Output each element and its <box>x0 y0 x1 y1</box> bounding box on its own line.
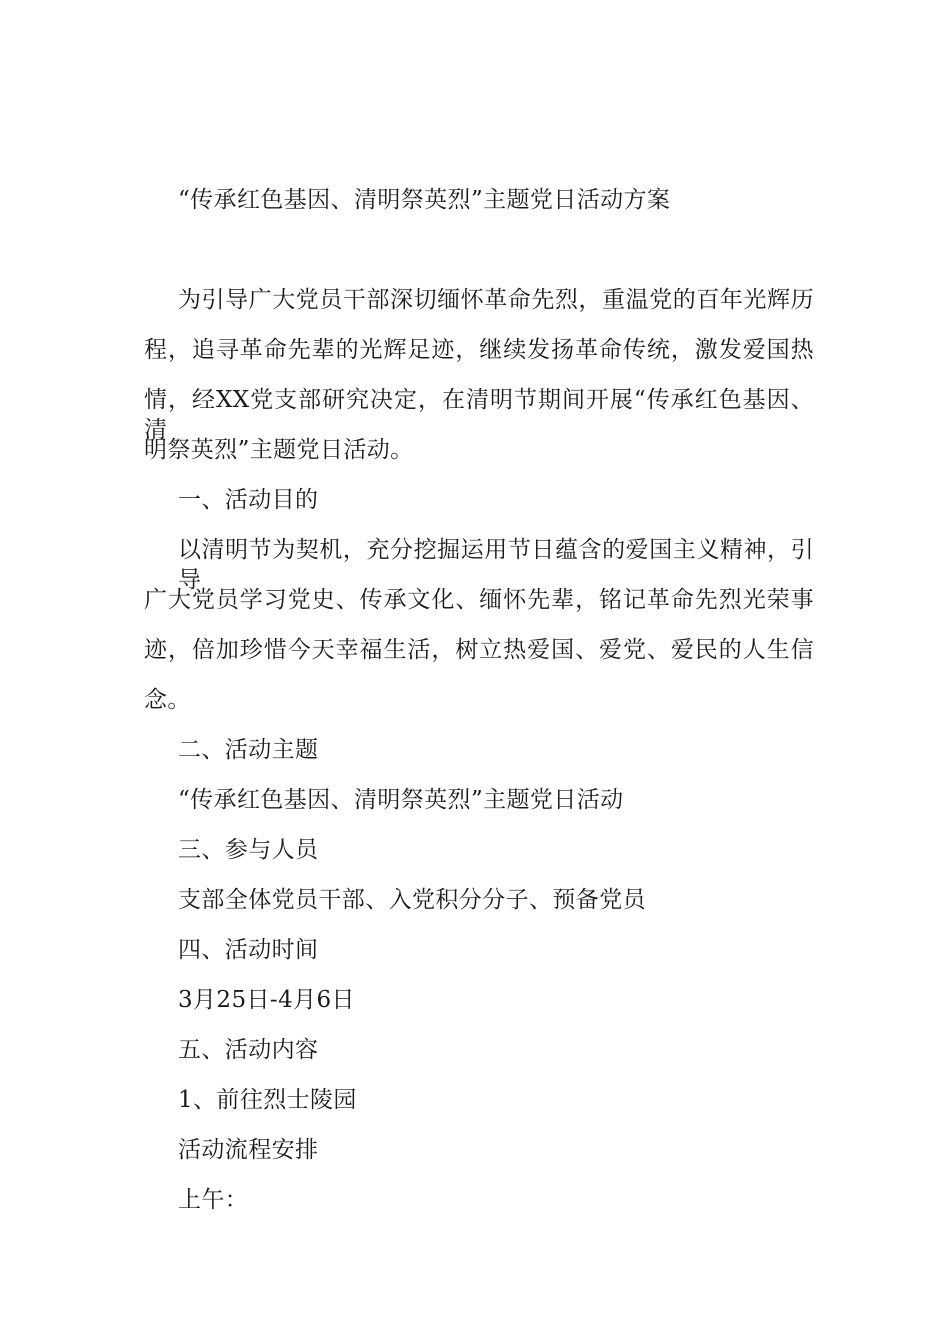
content-item-1: 1、前往烈士陵园 <box>178 1087 357 1113</box>
content-item-1-time: 上午： <box>178 1187 249 1213</box>
purpose-line-3: 迹，倍加珍惜今天幸福生活，树立热爱国、爱党、爱民的人生信 <box>144 637 814 663</box>
intro-line-1: 为引导广大党员干部深切缅怀革命先烈，重温党的百年光辉历 <box>178 287 814 313</box>
purpose-line-2: 广大党员学习党史、传承文化、缅怀先辈，铭记革命先烈光荣事 <box>144 587 814 613</box>
section-heading-participants: 三、参与人员 <box>178 837 319 863</box>
purpose-line-4: 念。 <box>144 687 191 713</box>
section-heading-time: 四、活动时间 <box>178 937 319 963</box>
content-item-1-subheading: 活动流程安排 <box>178 1137 319 1163</box>
intro-line-4: 明祭英烈”主题党日活动。 <box>144 437 414 463</box>
intro-line-2: 程，追寻革命先辈的光辉足迹，继续发扬革命传统，激发爱国热 <box>144 337 814 363</box>
section-heading-purpose: 一、活动目的 <box>178 487 319 513</box>
purpose-line-1: 以清明节为契机，充分挖掘运用节日蕴含的爱国主义精神，引导 <box>178 537 814 593</box>
time-text: 3月25日-4月6日 <box>178 987 355 1013</box>
section-heading-content: 五、活动内容 <box>178 1037 319 1063</box>
document-title: “传承红色基因、清明祭英烈”主题党日活动方案 <box>178 187 671 213</box>
participants-text: 支部全体党员干部、入党积分分子、预备党员 <box>178 887 646 913</box>
theme-text: “传承红色基因、清明祭英烈”主题党日活动 <box>178 787 624 813</box>
intro-line-3: 情，经XX党支部研究决定，在清明节期间开展“传承红色基因、清 <box>144 387 814 443</box>
section-heading-theme: 二、活动主题 <box>178 737 319 763</box>
